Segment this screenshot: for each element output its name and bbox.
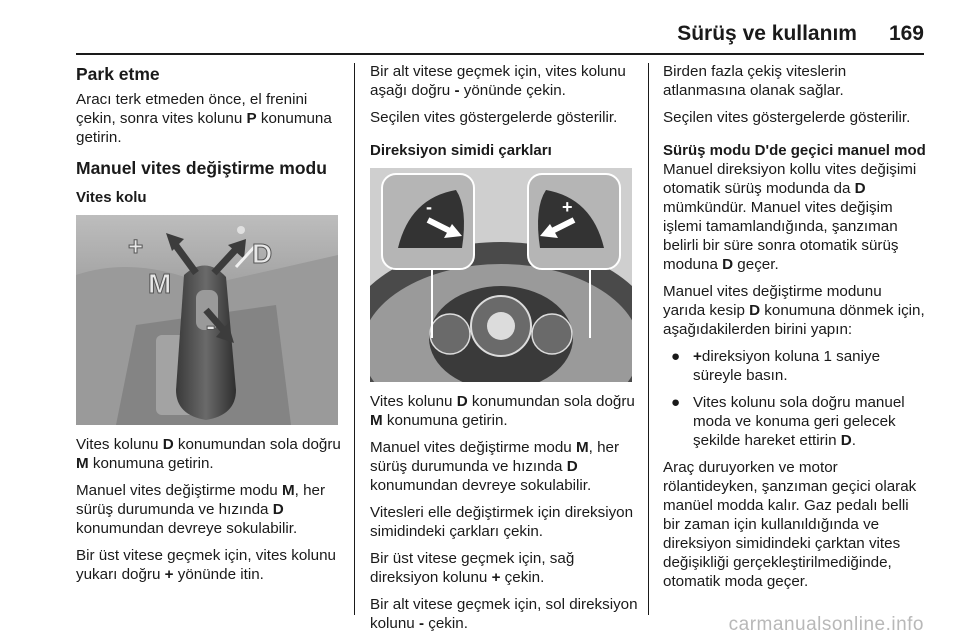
column-2 xyxy=(370,62,638,641)
col2-paragraph-7: Bir alt vitese geçmek için, sol direksiyon kolunu - çekin. xyxy=(370,596,638,632)
column-divider-1 xyxy=(354,63,355,615)
col1-paragraph-3: Bir üst vitese geçmek için, vites kolunu yukarı doğru + yönünde itin. xyxy=(76,547,336,583)
label-m: M xyxy=(148,268,172,299)
gear-knob xyxy=(176,265,236,420)
column-3 xyxy=(663,62,927,599)
column-divider-2 xyxy=(648,63,649,615)
col1-paragraph-2: Manuel vites değiştirme modu M, her sürüş durumunda ve hızında D konumundan devreye sokulabilir. xyxy=(76,482,326,537)
col3-paragraph-2: Seçilen vites göstergelerde gösterilir. xyxy=(663,109,911,126)
bullet-item-1: ● +direksiyon koluna 1 saniye süreyle basın. xyxy=(663,347,927,385)
bullet-item-2: ● Vites kolunu sola doğru manuel moda ve konuma geri gelecek şekilde hareket ettirin D. xyxy=(663,393,927,450)
col1-paragraph-1: Vites kolunu D konumundan sola doğru M konumuna getirin. xyxy=(76,436,341,472)
section-title: Sürüş ve kullanım xyxy=(677,22,857,45)
col3-paragraph-1: Birden fazla çekiş viteslerin atlanmasına olanak sağlar. xyxy=(663,63,847,99)
col2-paragraph-4: Manuel vites değiştirme modu M, her sürüş durumunda ve hızında D konumundan devreye sokulabilir. xyxy=(370,439,620,494)
gear-lever-figure xyxy=(76,215,338,425)
label-d: D xyxy=(252,238,273,269)
page-header xyxy=(677,22,924,46)
page-number: 169 xyxy=(888,22,924,45)
col2-paragraph-1: Bir alt vitese geçmek için, vites kolunu aşağı doğru - yönünde çekin. xyxy=(370,63,626,99)
col3-paragraph-4: Manuel vites değiştirme modunu yarıda kesip D konumuna dönmek için, aşağıdakilerden birini yapın: xyxy=(663,283,925,338)
label-paddle-minus: - xyxy=(426,197,432,217)
park-paragraph: Aracı terk etmeden önce, el frenini çekin, sonra vites kolunu P konumuna getirin. xyxy=(76,91,332,146)
steering-paddles-figure xyxy=(370,168,632,382)
heading-temporary-manual: Sürüş modu D'de geçici manuel mod xyxy=(663,142,926,159)
heading-park: Park etme xyxy=(76,64,160,84)
bullet-dot: ● xyxy=(671,348,681,365)
label-paddle-plus: + xyxy=(562,197,573,217)
col2-paragraph-3: Vites kolunu D konumundan sola doğru M konumuna getirin. xyxy=(370,393,635,429)
col2-paragraph-6: Bir üst vitese geçmek için, sağ direksiyon kolunu + çekin. xyxy=(370,550,575,586)
col2-paragraph-5: Vitesleri elle değiştirmek için direksiyon simidindeki çarkları çekin. xyxy=(370,504,634,540)
column-1 xyxy=(76,62,346,592)
label-minus: - xyxy=(206,310,216,341)
bullet-dot: ● xyxy=(671,394,681,411)
watermark: carmanualsonline.info xyxy=(728,614,924,635)
header-rule xyxy=(76,53,924,55)
heading-manual-mode: Manuel vites değiştirme modu xyxy=(76,158,327,178)
heading-steering-paddles: Direksiyon simidi çarkları xyxy=(370,142,552,159)
col3-paragraph-3: Manuel direksiyon kollu vites değişimi otomatik sürüş modunda da D mümkündür. Manuel vites değişim işlemi tamamlandığında, şanzıman belirli bir süre sonra otomatik sürüş moduna D geçer. xyxy=(663,161,917,273)
heading-gear-lever: Vites kolu xyxy=(76,189,147,206)
col3-paragraph-5: Araç duruyorken ve motor rölantideyken, şanzıman geçici olarak manüel modda kalır. Gaz pedalı belli bir zaman için kullanıldığında ve direksiyon simidindeki çarktan vites değişikliği gerçekleştirilmediğinde, otomatik moda geçer. xyxy=(663,459,917,590)
col2-paragraph-2: Seçilen vites göstergelerde gösterilir. xyxy=(370,109,618,126)
label-plus: + xyxy=(128,231,144,261)
